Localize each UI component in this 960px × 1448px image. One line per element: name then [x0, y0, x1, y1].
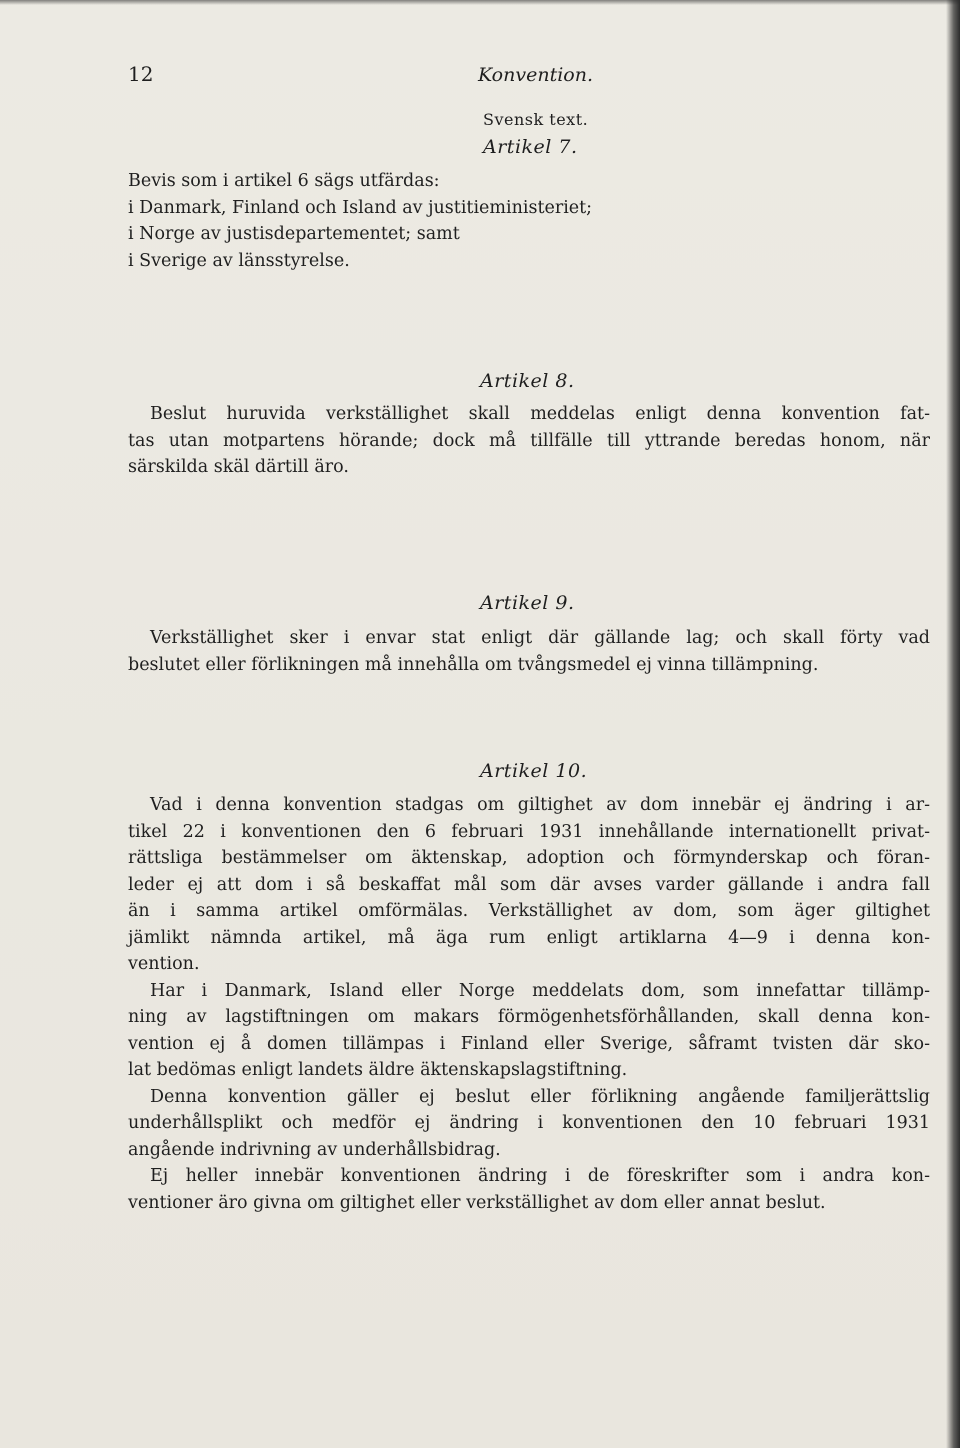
running-title: Konvention. [478, 64, 594, 86]
article-10-body [128, 792, 930, 1216]
article-10-p2-line: ning av lagstiftningen om makars förmögenhetsförhållanden, skall denna kon- [128, 1007, 930, 1027]
article-10-heading: Artikel 10. [480, 760, 588, 782]
article-10-p1-line: vention. [128, 954, 200, 974]
article-10-p4-line: ventioner äro givna om giltighet eller verkställighet av dom eller annat beslut. [128, 1192, 826, 1213]
article-10-p1-line: rättsliga bestämmelser om äktenskap, adoption och förmynderskap och föran- [128, 848, 930, 868]
article-10-p1-line: Vad i denna konvention stadgas om giltighet av dom innebär ej ändring i ar- [150, 795, 930, 815]
article-9-body [128, 625, 930, 678]
page-number: 12 [128, 62, 154, 86]
article-7-line: i Norge av justisdepartementet; samt [128, 224, 460, 244]
article-7-line: Bevis som i artikel 6 sägs utfärdas: [128, 171, 440, 191]
article-9-line: beslutet eller förlikningen må innehålla om tvångsmedel ej vinna tillämpning. [128, 654, 819, 675]
article-7-line: i Sverige av länsstyrelse. [128, 250, 350, 271]
article-10-p4-line: Ej heller innebär konventionen ändring i de föreskrifter som i andra kon- [150, 1166, 930, 1186]
article-7-line: i Danmark, Finland och Island av justitieministeriet; [128, 197, 593, 218]
article-9-line: Verkställighet sker i envar stat enligt där gällande lag; och skall förty vad [150, 628, 930, 648]
article-9-heading: Artikel 9. [480, 592, 575, 614]
article-8-body [128, 401, 930, 481]
article-10-p3-line: underhållsplikt och medför ej ändring i konventionen den 10 februari 1931 [128, 1113, 930, 1133]
article-10-p1-line: än i samma artikel omförmälas. Verkställighet av dom, som äger giltighet [128, 901, 930, 921]
article-10-p3-line: angående indrivning av underhållsbidrag. [128, 1139, 501, 1160]
article-10-p2-line: vention ej å domen tillämpas i Finland eller Sverige, såframt tvisten där sko- [128, 1033, 930, 1054]
article-10-p2-line: lat bedömas enligt landets äldre äktenskapslagstiftning. [128, 1060, 628, 1080]
article-8-line: Beslut huruvida verkställighet skall meddelas enligt denna konvention fat- [150, 404, 930, 424]
article-10-p1-line: leder ej att dom i så beskaffat mål som där avses varder gällande i andra fall [128, 874, 930, 895]
scan-edge-right [946, 0, 960, 1448]
scan-edge-top [0, 0, 960, 5]
article-10-p2-line: Har i Danmark, Island eller Norge meddelats dom, som innefattar tillämp- [150, 980, 930, 1001]
article-10-p1-line: jämlikt nämnda artikel, må äga rum enligt artiklarna 4—9 i denna kon- [128, 927, 930, 948]
article-10-p1-line: tikel 22 i konventionen den 6 februari 1931 innehållande internationellt privat- [128, 821, 930, 842]
article-8-line: särskilda skäl därtill äro. [128, 457, 349, 477]
article-7-body [128, 168, 592, 274]
language-label: Svensk text. [483, 110, 589, 129]
article-8-heading: Artikel 8. [480, 370, 575, 392]
article-8-line: tas utan motpartens hörande; dock må tillfälle till yttrande beredas honom, när [128, 430, 930, 451]
article-10-p3-line: Denna konvention gäller ej beslut eller förlikning angående familjerättslig [150, 1086, 930, 1107]
article-7-heading: Artikel 7. [483, 136, 578, 158]
